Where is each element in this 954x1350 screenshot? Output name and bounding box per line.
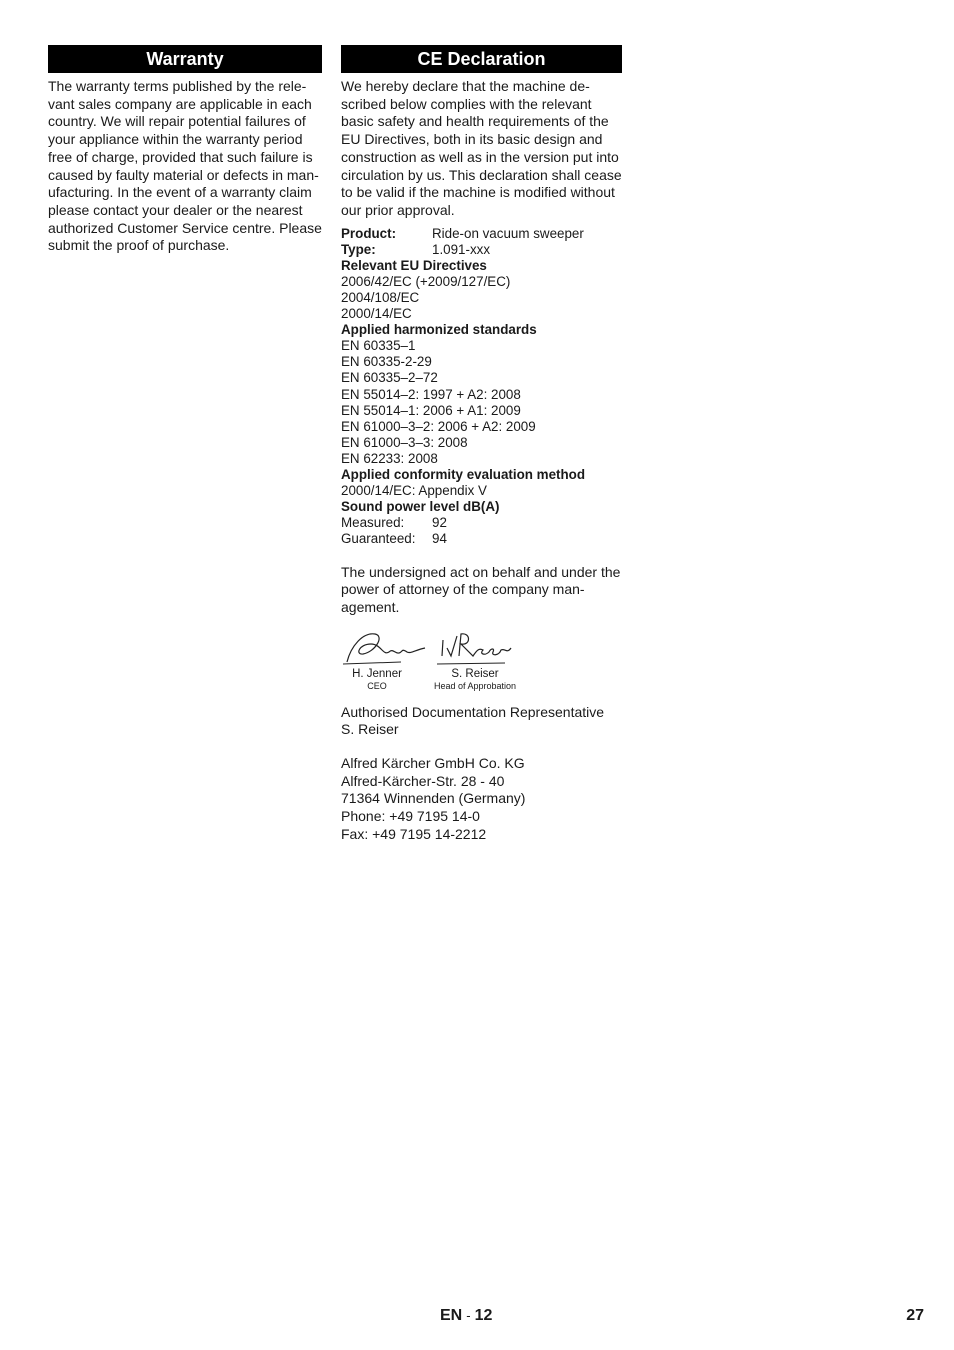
standard-item: EN 55014–1: 2006 + A1: 2009 — [341, 402, 521, 418]
directives-heading: Relevant EU Directives — [341, 257, 487, 273]
representative-line: Authorised Documentation Representative — [341, 703, 605, 720]
address-line: 71364 Winnenden (Germany) — [341, 790, 526, 807]
footer-section-page — [440, 1307, 492, 1325]
ce-heading: CE Declaration — [341, 45, 622, 73]
signature-jenner — [341, 626, 413, 692]
undersigned-text: The undersigned act on behalf and under the power of attorney of the company man-agement. — [341, 563, 621, 615]
footer-section-number: 12 — [474, 1307, 493, 1324]
product-label: Product: — [341, 225, 397, 241]
page-number: 27 — [906, 1307, 924, 1324]
standards-heading: Applied harmonized standards — [341, 322, 537, 338]
address-line: Phone: +49 7195 14-0 — [341, 808, 480, 825]
standard-item: EN 60335-2-29 — [341, 354, 432, 370]
representative-name: S. Reiser — [341, 721, 399, 738]
footer-dash: - — [466, 1308, 471, 1323]
signature-reiser-name: S. Reiser — [451, 667, 499, 680]
signature-jenner-title: CEO — [367, 680, 387, 691]
signature-reiser — [429, 626, 521, 692]
type-row — [341, 242, 622, 258]
footer-lang: EN — [440, 1307, 463, 1324]
guaranteed-label: Guaranteed: — [341, 531, 416, 547]
guaranteed-row — [341, 531, 622, 547]
warranty-text: The warranty terms published by the rele-vant sales company are applicable in each country. We will repair potential failures of your appliance within the warranty period free of charge, provided that such failure is caused by faulty material or defects in man-ufacturing. In the event of a warranty claim please contact your dealer or the nearest authorized Customer Service centre. Please submit the proof of purchase. — [48, 78, 322, 254]
method-heading: Applied conformity evaluation method — [341, 467, 586, 483]
measured-row — [341, 515, 622, 531]
method-value: 2000/14/EC: Appendix V — [341, 483, 487, 499]
address-line: Fax: +49 7195 14-2212 — [341, 825, 487, 842]
product-row — [341, 226, 622, 242]
warranty-column — [48, 45, 322, 255]
ce-declaration-column — [341, 45, 622, 844]
standard-item: EN 55014–2: 1997 + A2: 2008 — [341, 386, 521, 402]
signature-area — [341, 626, 622, 694]
standard-item: EN 62233: 2008 — [341, 450, 438, 466]
standard-item: EN 61000–3–2: 2006 + A2: 2009 — [341, 418, 536, 434]
address-line: Alfred Kärcher GmbH Co. KG — [341, 755, 525, 772]
standard-item: EN 60335–1 — [341, 338, 416, 354]
type-label: Type: — [341, 241, 376, 257]
measured-label: Measured: — [341, 515, 405, 531]
standard-item: EN 60335–2–72 — [341, 370, 438, 386]
ce-intro: We hereby declare that the machine de-scribed below complies with the relevant basic safety and health requirements of the EU Directives, both in its basic design and construction as well as in the version put into circulation by us. This declaration shall cease to be valid if the machine is modified without our prior approval. — [341, 78, 622, 218]
guaranteed-value: 94 — [432, 531, 447, 547]
signature-jenner-scrawl — [341, 626, 427, 668]
directive-item: 2006/42/EC (+2009/127/EC) — [341, 273, 511, 289]
ce-details — [341, 226, 622, 548]
signature-reiser-scrawl — [429, 626, 521, 668]
type-value: 1.091-xxx — [432, 241, 491, 257]
address-line: Alfred-Kärcher-Str. 28 - 40 — [341, 772, 505, 789]
signature-jenner-name: H. Jenner — [352, 667, 402, 680]
warranty-heading: Warranty — [48, 45, 322, 73]
signature-reiser-title: Head of Approbation — [433, 680, 517, 691]
sound-heading: Sound power level dB(A) — [341, 499, 500, 515]
directive-item: 2000/14/EC — [341, 306, 412, 322]
directive-item: 2004/108/EC — [341, 290, 420, 305]
standard-item: EN 61000–3–3: 2008 — [341, 434, 468, 450]
product-value: Ride-on vacuum sweeper — [432, 225, 584, 241]
measured-value: 92 — [432, 515, 447, 531]
